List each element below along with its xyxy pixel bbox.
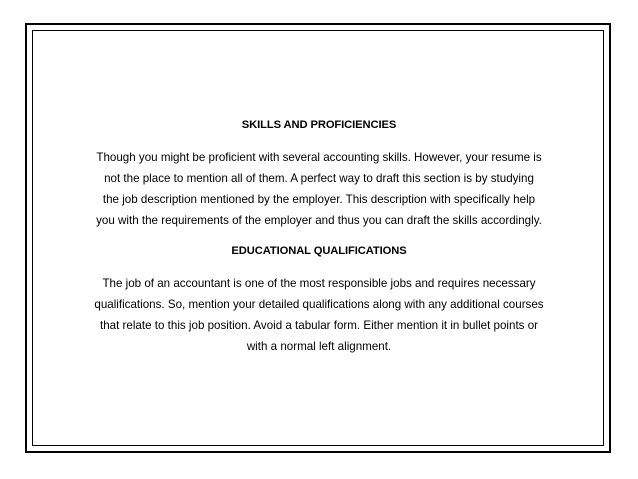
paragraph-line: that relate to this job position. Avoid a tabular form. Either mention it in bullet points or [99, 319, 538, 332]
paragraph-line: with a normal left alignment. [246, 340, 392, 353]
paragraph-line: you with the requirements of the employer and thus you can draft the skills accordingly. [96, 214, 542, 227]
spacer [28, 136, 610, 147]
paragraph-skills [28, 147, 610, 231]
paragraph-line: Though you might be proficient with several accounting skills. However, your resume is [96, 151, 542, 164]
paragraph-line: not the place to mention all of them. A perfect way to draft this section is by studying [104, 172, 534, 185]
heading-educational-qualifications: EDUCATIONAL QUALIFICATIONS [231, 245, 407, 257]
document-content [28, 95, 610, 357]
paragraph-line: qualifications. So, mention your detailed qualifications along with any additional courses [94, 298, 544, 311]
paragraph-education [28, 273, 610, 357]
paragraph-line: The job of an accountant is one of the most responsible jobs and requires necessary [102, 277, 536, 290]
spacer [28, 231, 610, 241]
spacer [28, 262, 610, 273]
paragraph-line: the job description mentioned by the employer. This description with specifically help [102, 193, 536, 206]
heading-skills-and-proficiencies: SKILLS AND PROFICIENCIES [241, 119, 397, 131]
